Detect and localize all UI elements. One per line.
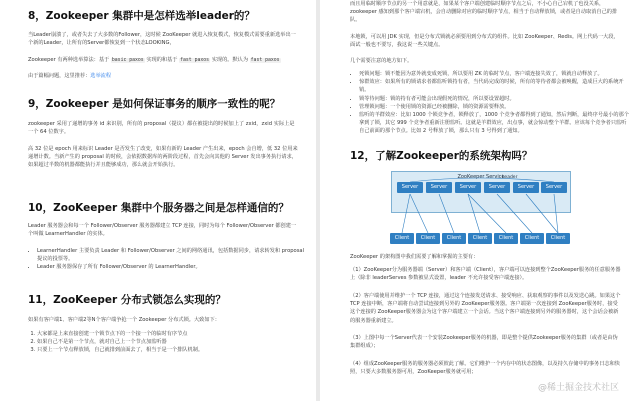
right-paragraph-0: 而且用临时顺序节点的另一个用意就是，如果某个客户端创建临时顺序节点之后，不小心自己宕机了也没关系，zookeeper 感知到那个客户端宕机，会自动删除对应的临时顺序节点，相当于自动释放锁，或者是自动取消自己的排队。 [350, 1, 618, 24]
section-9-title: 9，Zookeeper 是如何保证事务的顺序一致性的呢？ [28, 98, 281, 110]
client-node: Client [442, 233, 466, 244]
arch-point-2: （2）客户端使用并维护一个 TCP 连接，通过这个连接发送请求、接受响应、获取观察的事件以及发送心跳。如果这个 TCP 连接中断，客户端将自动尝试连接到另外的 ZooKeeper服务器。客户端第一次连接到 ZooKeeper服务时，接受这个连接的 ZooKeeper服务器会为这个客户端建立一个会话。当这个客户端连接到另外的服务器时，这个会话会被新的服务器重新建立。 [350, 293, 621, 324]
right-paragraph-1: 本地锁，可以用 JDK 实现，但是分布式锁就必须要用到分布式的组件。比如 ZooKeeper、Redis。网上代码一大段，面试一般也不要写，我这说一些关键点。 [350, 34, 619, 49]
arch-point-4: （4）组成ZooKeeper服务的服务器必须彼此了解。它们维护一个内存中的状态图像，以及持久存储中的事务日志和快照，只要大多数服务器可用，ZooKeeper服务就可用； [350, 361, 620, 376]
list-item: • 锁等待问题：锁的持有者可能会出现假死的情况，所以要设置超时。 [359, 95, 631, 103]
leader-label: Leader [502, 175, 518, 180]
server-node: Server [397, 182, 423, 193]
section-12-title: 12，了解Zookeeper的系统架构吗？ [350, 150, 533, 162]
list-item: • 惊群效应：如果所有的锁请求者都监听锁持有者，当代码完成的时候，所有的等待者都会被唤醒，造成巨大的系统开销。 [359, 78, 631, 94]
client-node: Client [468, 233, 492, 244]
section-10-paragraph: Leader 服务器会和每一个 Follower/Observer 服务器都建立 TCP 连接，同时为每个 Follower/Observer 都创建一个叫做 LearnerHandler 的实体。 [28, 223, 297, 238]
section-8-title: 8，Zookeeper 集群中是怎样选举leader的？ [28, 10, 255, 22]
list-item: 1. 大家都是上来直接创建一个锁节点下的一个接一个的临时有序节点 [37, 330, 307, 338]
client-node: Client [494, 233, 518, 244]
list-item: 2. 如果自己不是第一个节点，就对自己上一个节点加监听器 [37, 338, 307, 346]
list-item: • 死锁问题：锁不能因为意外就变成死锁，所以要用 ZK 的临时节点，客户端连接失效了，锁就自动释放了。 [359, 70, 631, 78]
connection-lines [377, 171, 573, 265]
list-item: 3. 只要上一个节点释放锁，自己就排到前面去了，相当于是一个排队机制。 [37, 346, 307, 354]
right-paragraph-2: 几个需要注意的地方如下。 [350, 58, 413, 64]
server-node: Server [426, 182, 452, 193]
section-8-paragraph: 当Leader崩溃了，或者失去了大多数的Follower，这时候 ZooKeeper 就进入恢复模式，恢复模式需要重新选举出一个新的Leader，让所有的Server都恢复到一个状态LOOKING， [28, 32, 296, 47]
arch-intro: ZooKeeper 的架构图中我们需要了解和掌握的主要有： [350, 254, 479, 260]
section-8-recommend: 由于篇幅问题，这里推荐：选举流程 [28, 73, 112, 79]
section-9-paragraph-2: 高 32 位是 epoch 用来标识 Leader 是否发生了改变，如果有新的 Leader 产生出来，epoch 会自增，低 32 位用来递增计数。当新产生的 proposal 的时候，会依据数据库的两阶段过程，首先会向其他的 Server 发出事务执行请求，如果超过半数的机器都能执行并且能够成功，那么就会开始执行。 [28, 146, 298, 169]
server-node: Server [484, 182, 510, 193]
right-notes-list [350, 70, 631, 136]
right-page [320, 0, 640, 401]
watermark: @稀土掘金技术社区 [538, 383, 620, 393]
section-10-title: 10，ZooKeeper 集群中个服务器之间是怎样通信的？ [28, 202, 289, 214]
section-9-paragraph-1: zookeeper 采用了递增的事务 id 来识别，所有的 proposal（提议）都在被提出的时候加上了 zxid，zxid 实际上是一个 64 位数字。 [28, 121, 295, 136]
zookeeper-architecture-diagram [377, 171, 573, 265]
service-title: ZooKeeper Service [457, 174, 505, 180]
client-node: Client [390, 233, 414, 244]
client-node: Client [520, 233, 544, 244]
section-11-paragraph: 如果有客户端1、客户端2等N个客户端争抢一个 Zookeeper 分布式锁。大致如下： [28, 317, 220, 323]
list-item: • LearnerHandler 主要负责 Leader 和 Follower/Observer 之间的网络通讯，包括数据同步，请求转发和 proposal 提议的投票等。 [37, 247, 307, 263]
arch-point-1: （1）ZooKeeper分为服务器端（Server）和客户端（Client），客户端可以连接到整个ZooKeeper服务的任意服务器上（除非 leaderServes 参数被显式设置，leader 不允许接受客户端连接）。 [350, 267, 621, 282]
list-item: • Leader 服务器保存了所有 Follower/Observer 的 LearnerHandler。 [37, 263, 307, 271]
server-node: Server [541, 182, 567, 193]
server-node: Server [513, 182, 539, 193]
section-11-list [28, 330, 307, 355]
arch-point-3: （3）上图中每一个Server代表一个安装Zookeeper服务的机器，即是整个提供Zookeeper服务的集群（或者是由伪集群组成）； [350, 335, 618, 350]
client-node: Client [416, 233, 440, 244]
left-page [0, 0, 316, 401]
section-11-title: 11，ZooKeeper 分布式锁怎么实现的？ [28, 294, 226, 306]
server-node: Server [455, 182, 481, 193]
list-item: • 监听的羊群效应：比如 1000 个锁竞争者，锁释放了，1000 个竞争者都得到了通知，然后判断，最终序号最小的那个拿到了锁，其它 999 个竞争者重新注册监听。这就是羊群效应，出点事，就会惊动整个羊群。应该每个竞争者只监听自己前面的那个节点。比如 2 号释放了锁，那么只有 3 号得到了通知。 [359, 111, 631, 136]
list-item: • 管理锁问题：一个使用锁的资源已经被删除，锁的资源需要释放。 [359, 103, 631, 111]
section-8-algorithms: Zookeeper 有两种选举算法：基于 basic paxos 实现的和基于 fast paxos 实现的。默认为 fast paxos [28, 57, 280, 63]
client-node: Client [546, 233, 570, 244]
election-link[interactable]: 选举流程 [90, 73, 112, 79]
section-10-list [28, 247, 307, 272]
